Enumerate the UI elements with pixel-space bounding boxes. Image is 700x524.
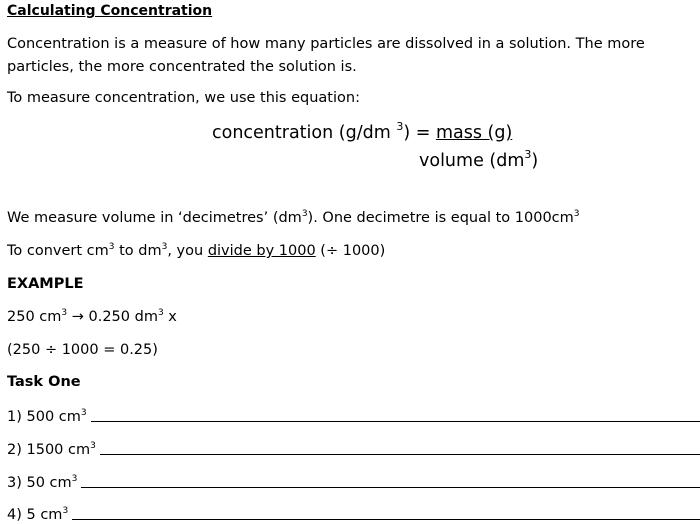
example-sup1: 3 [61, 308, 68, 318]
equation-denominator-close: ) [531, 151, 539, 171]
convert-sup1: 3 [108, 242, 115, 252]
answer-line[interactable] [81, 486, 700, 488]
equation-denominator-sup: 3 [524, 148, 532, 161]
convert-sup2: 3 [161, 242, 168, 252]
volume-line [7, 210, 580, 226]
volume-part2: ). One decimetre is equal to 1000cm [307, 210, 574, 226]
task-item-2 [7, 436, 700, 458]
page-title: Calculating Concentration [7, 3, 213, 19]
convert-divide: divide by 1000 [207, 243, 316, 259]
volume-sup2: 3 [573, 209, 580, 219]
arrow-icon: → [67, 309, 89, 325]
answer-line[interactable] [72, 518, 700, 520]
intro-paragraph: Concentration is a measure of how many particles are dissolved in a solution. The more particles, the more concentrated the solution is. [7, 36, 645, 75]
equation-denominator [419, 148, 539, 171]
equation-numerator-sup: 3 [396, 120, 404, 133]
equation-numerator [212, 120, 513, 143]
convert-part3: , you [167, 243, 208, 259]
equation-volume: volume (dm [419, 151, 525, 171]
convert-part2: to dm [114, 243, 162, 259]
task-heading: Task One [7, 374, 81, 390]
task-label: 4) 5 $cm^3$ [7, 506, 69, 523]
convert-line [7, 243, 385, 259]
task-item-3 [7, 469, 700, 491]
example-part3: x [163, 309, 177, 325]
equation-prefix: concentration (g/dm [212, 123, 397, 143]
equation-equals: ) = [403, 123, 436, 143]
task-item-4 [7, 501, 700, 523]
task-label: 2) 1500 $cm^3$ [7, 441, 96, 458]
example-part1: 250 cm [7, 309, 62, 325]
answer-line[interactable] [100, 453, 700, 455]
equation-mass: mass (g) [435, 123, 513, 143]
example-heading: EXAMPLE [7, 276, 84, 292]
task-item-1 [7, 403, 700, 425]
task-label: 1) 500 $cm^3$ [7, 408, 87, 425]
convert-part4: (÷ 1000) [315, 243, 386, 259]
example-line [7, 309, 177, 325]
measure-text: To measure concentration, we use this equation: [7, 90, 360, 106]
volume-part1: We measure volume in ‘decimetres’ (dm [7, 210, 302, 226]
example-calc: (250 ÷ 1000 = 0.25) [7, 342, 158, 358]
task-label: 3) 50 $cm^3$ [7, 474, 78, 491]
example-part2: 0.250 dm [88, 309, 158, 325]
convert-part1: To convert cm [7, 243, 109, 259]
answer-line[interactable] [91, 420, 700, 422]
volume-sup1: 3 [301, 209, 308, 219]
example-sup2: 3 [157, 308, 164, 318]
